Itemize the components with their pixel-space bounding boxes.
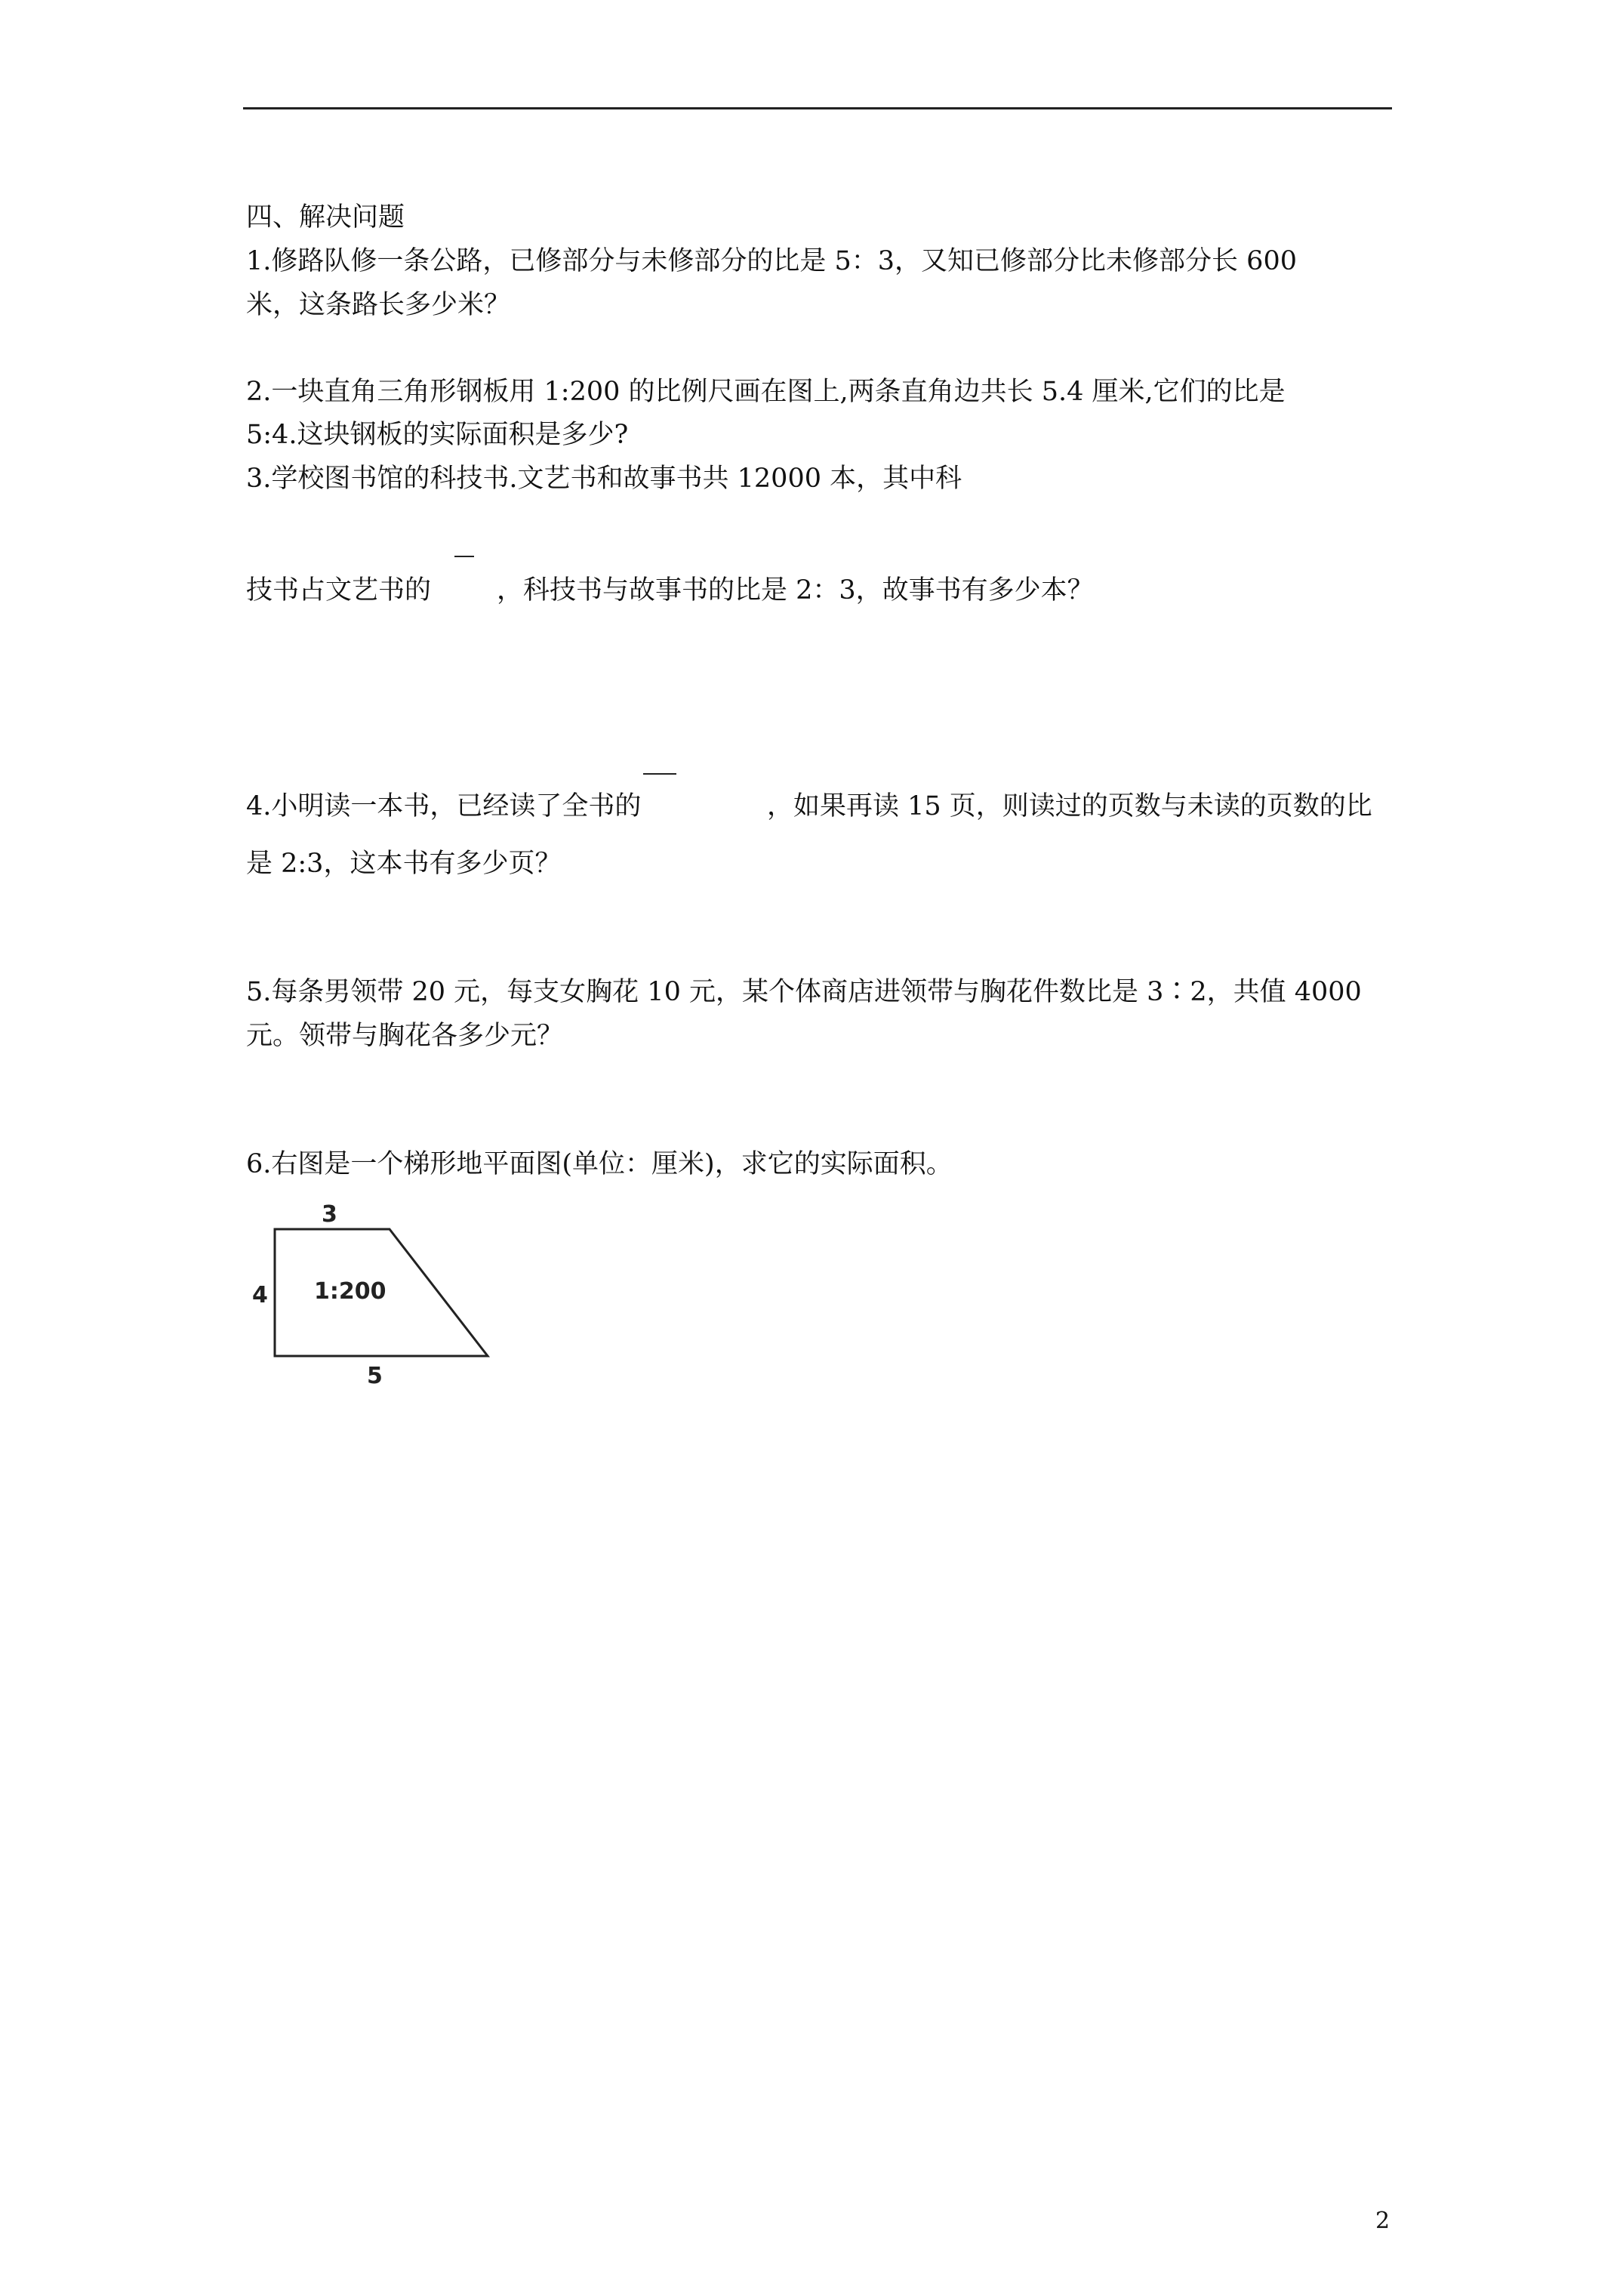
top-side-label: 3 xyxy=(322,1201,337,1228)
trapezoid-figure xyxy=(246,1196,503,1392)
q6-line1: 6.右图是一个梯形地平面图(单位：厘米)，求它的实际面积。 xyxy=(246,1149,953,1179)
bottom-side-label: 5 xyxy=(367,1363,383,1389)
section-title: 四、解决问题 xyxy=(246,202,405,233)
q1-line2: 米，这条路长多少米？ xyxy=(246,290,511,320)
q5-line1: 5.每条男领带 20 元，每支女胸花 10 元，某个体商店进领带与胸花件数比是 3∶2，共值 4000 xyxy=(246,977,1362,1007)
q3-line2-before: 技书占文艺书的 xyxy=(246,575,432,606)
q4-line1-after: ，如果再读 15 页，则读过的页数与未读的页数的比 xyxy=(767,791,1372,821)
header-rule xyxy=(243,107,1392,109)
q3-fraction-bar xyxy=(454,556,474,557)
q4-fraction-bar xyxy=(643,773,676,775)
q4-line2: 是 2:3，这本书有多少页？ xyxy=(246,849,562,879)
left-side-label: 4 xyxy=(252,1282,268,1308)
q2-line2: 5:4.这块钢板的实际面积是多少? xyxy=(246,420,629,450)
q3-line2-after: ，科技书与故事书的比是 2：3，故事书有多少本？ xyxy=(497,575,1094,606)
q3-line1: 3.学校图书馆的科技书.文艺书和故事书共 12000 本，其中科 xyxy=(246,464,962,494)
q1-line1: 1.修路队修一条公路，已修部分与未修部分的比是 5：3，又知已修部分比未修部分长 600 xyxy=(246,246,1297,276)
scale-label: 1:200 xyxy=(314,1278,387,1305)
page-number: 2 xyxy=(1375,2208,1390,2234)
q5-line2: 元。领带与胸花各多少元？ xyxy=(246,1021,564,1051)
q2-line1: 2.一块直角三角形钢板用 1:200 的比例尺画在图上,两条直角边共长 5.4 厘米,它们的比是 xyxy=(246,377,1286,407)
q4-line1-before: 4.小明读一本书，已经读了全书的 xyxy=(246,791,642,821)
